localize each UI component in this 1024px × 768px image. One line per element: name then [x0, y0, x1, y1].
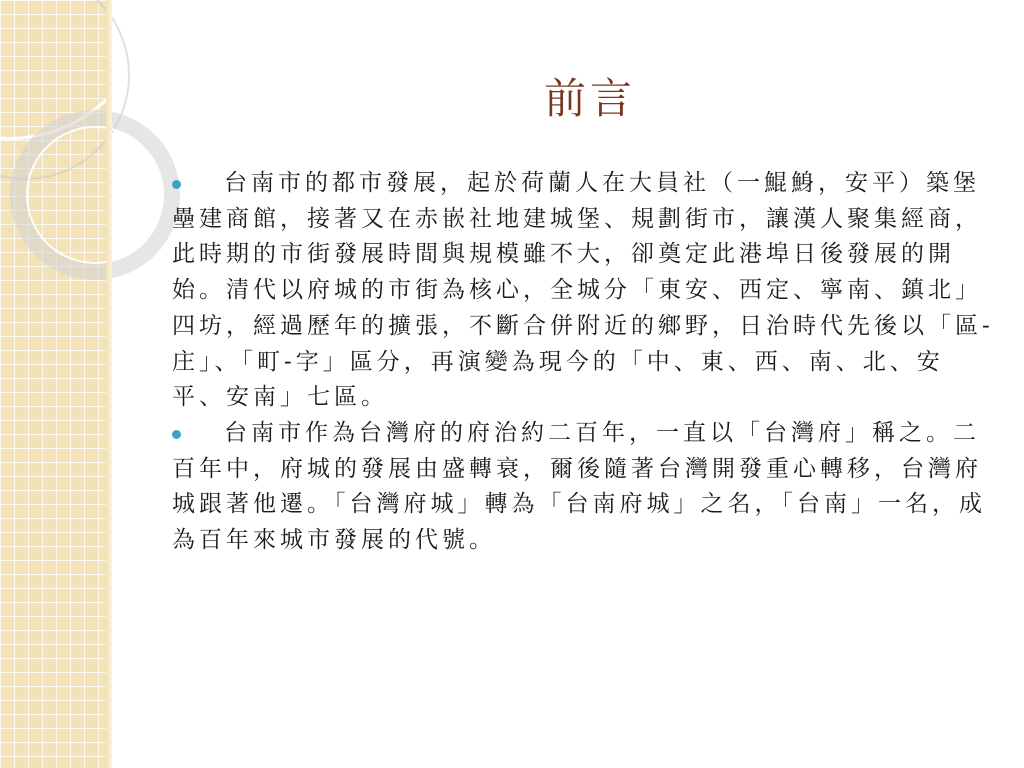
- slide-body: [172, 166, 996, 559]
- bullet-dot-icon: [172, 430, 181, 439]
- bullet-text: 台南市作為台灣府的府治約二百年，一直以「台灣府」稱之。二百年中，府城的發展由盛轉衰，爾後隨著台灣開發重心轉移，台灣府城跟著他遷。「台灣府城」轉為「台南府城」之名，「台南」一名，成為百年來城市發展的代號。: [172, 419, 986, 554]
- bullet-dot-icon: [172, 180, 181, 189]
- slide-title: 前言: [543, 74, 636, 123]
- bullet-item: [172, 166, 996, 416]
- bullet-item: [172, 416, 996, 559]
- decorative-side-panel: [0, 0, 112, 768]
- decorative-ring: [26, 126, 164, 264]
- bullet-text: 台南市的都市發展，起於荷蘭人在大員社（一鯤鯓，安平）築堡壘建商館，接著又在赤嵌社地建城堡、規劃街市，讓漢人聚集經商，此時期的市街發展時間與規模雖不大，卻奠定此港埠日後發展的開始。清代以府城的市街為核心，全城分「東安、西定、寧南、鎮北」四坊，經過歷年的擴張，不斷合併附近的鄉野，日治時代先後以「區-庄」、「町-字」區分，再演變為現今的「中、東、西、南、北、安平、安南」七區。: [172, 170, 994, 411]
